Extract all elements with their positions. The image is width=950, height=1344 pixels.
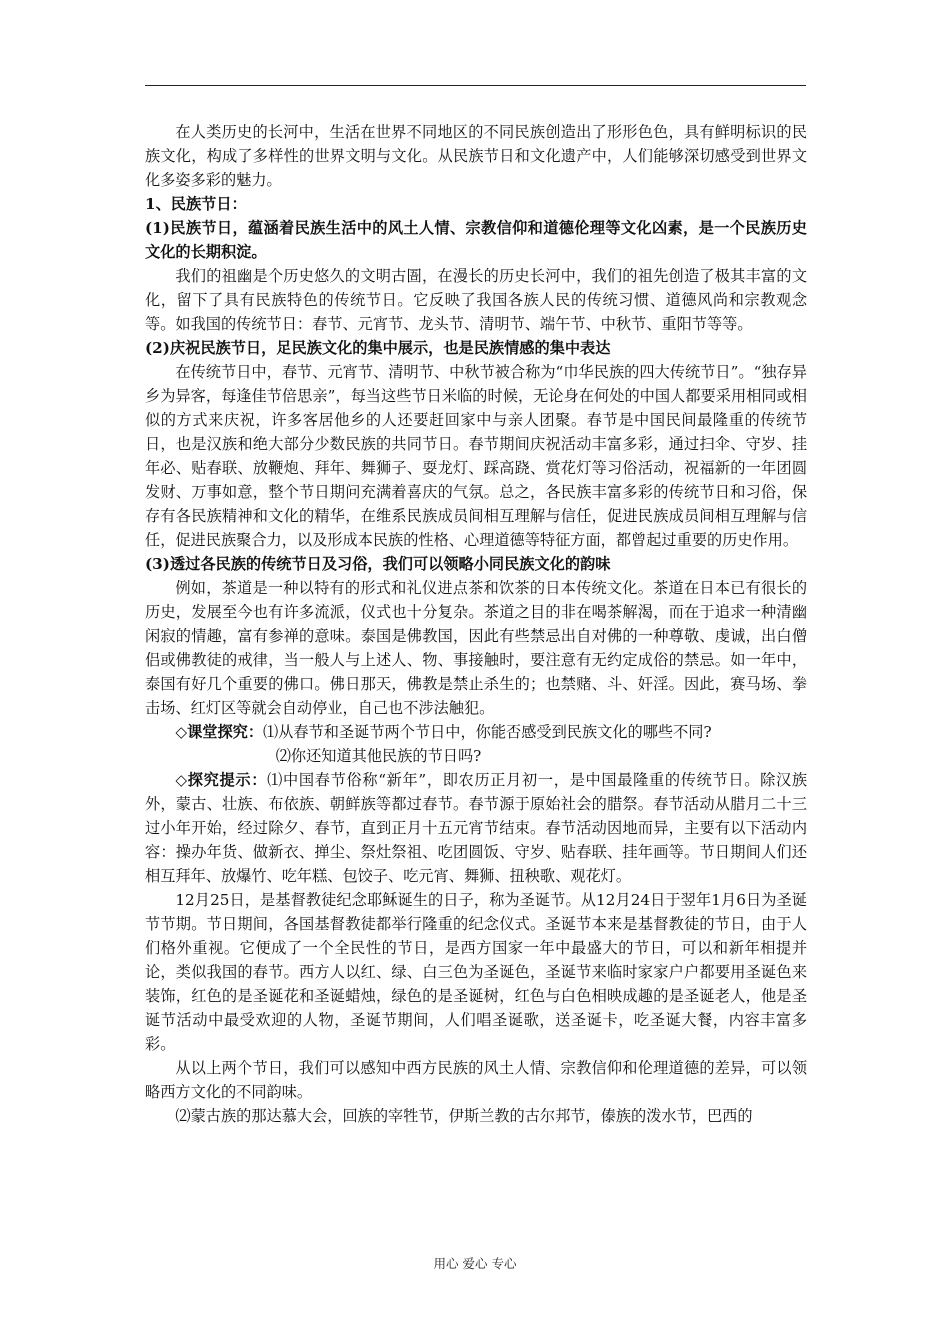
document-body <box>145 120 807 1128</box>
inquiry-question-2: ⑵你还知道其他民族的节日吗? <box>275 747 482 765</box>
inquiry-q1-text: ⑴从春节和圣诞节两个节日中，你能否感受到民族文化的哪些不同? <box>263 723 712 741</box>
point-3-heading: (3)透过各民族的传统节日及习俗，我们可以领略小同民族文化的韵味 <box>145 555 611 573</box>
intro-paragraph: 在人类历史的长河中，生活在世界不同地区的不同民族创造出了形形色色，具有鲜明标识的民族文化，构成了多样性的世界文明与文化。从民族节日和文化遗产中，人们能够深切感受到世界文化多姿多彩的魅力。 <box>145 123 807 189</box>
inquiry-question-1 <box>145 720 807 744</box>
point-2-body: 在传统节日中，春节、元宵节、清明节、中秋节被合称为“巾华民族的四大传统节日”。“独存异乡为异客，每逢佳节倍思亲”，每当这些节日米临的时候，无论身在何处的中国人都要采用相同或相似的方式来庆祝，许多客居他乡的人还要赶回家中与亲人团聚。春节是中国民间最隆重的传统节日，也是汉族和绝大部分少数民族的共同节日。春节期间庆祝活动丰富多彩，通过扫伞、守岁、挂年必、贴春联、放鞭炮、拜年、舞狮子、耍龙灯、踩高跷、赏花灯等习俗活动，祝福新的一年团圆发财、万事如意，整个节日期问充满着喜庆的气氛。总之，各民族丰富多彩的传统节日和习俗，保存有各民族精神和文化的精华，在维系民族成员间相互理解与信任，促进民族成员间相互理解与信任，促进民族聚合力，以及形成本民族的性格、心理道德等特征方面，都曾起过重要的历史作用。 <box>145 363 807 549</box>
page-footer: 用心 爱心 专心 <box>433 1256 517 1271</box>
point-1-heading: (1)民族节日，蕴涵着民族生活中的风土人情、宗教信仰和道德伦理等文化凶素，是一个民族历史文化的长期积淀。 <box>145 219 807 261</box>
hint-paragraph <box>145 768 807 888</box>
hint-label: ◇探究提示： <box>175 771 268 789</box>
conclusion-paragraph: 从以上两个节日，我们可以感知中西方民族的风土人情、宗教信仰和伦理道德的差异，可以领略西方文化的不同韵味。 <box>145 1059 807 1101</box>
hint-body: ⑴中国春节俗称“新年”，即农历正月初一，是中国最隆重的传统节日。除汉族外，蒙古、壮族、布依族、朝鲜族等都过春节。春节源于原始社会的腊祭。春节活动从腊月二十三过小年开始，经过除夕、春节，直到正月十五元宵节结束。春节活动因地而异，主要有以下活动内容：操办年货、做新衣、掸尘、祭灶祭祖、吃团圆饭、守岁、贴春联、挂年画等。节日期间人们还相互拜年、放爆竹、吃年糕、包饺子、吃元宵、舞狮、扭秧歌、观花灯。 <box>145 771 808 885</box>
point-3-body: 例如，茶道是一种以特有的形式和礼仪进点茶和饮茶的日本传统文化。茶道在日本已有很长的历史，发展至今也有许多流派，仪式也十分复杂。茶道之目的非在喝茶解渴，而在于追求一种清幽闲寂的情趣，富有参禅的意味。泰国是佛教国，因此有些禁忌出自对佛的一种尊敬、虔诚，出白僧侣或佛教徒的戒律，当一般人与上述人、物、事接触时，要注意有无约定成俗的禁忌。如一年中，泰国有好几个重要的佛口。佛日那天，佛教是禁止杀生的；也禁赌、斗、奸淫。因此，赛马场、拳击场、红灯区等就会自动停业，自己也不涉法触犯。 <box>145 579 807 717</box>
christmas-paragraph: 12月25日，是基督教徒纪念耶稣诞生的日子，称为圣诞节。从12月24日于翌年1月6日为圣诞节节期。节日期间，各国基督教徒都举行隆重的纪念仪式。圣诞节本来是基督教徒的节日，由于人们格外重视。它便成了一个全民性的节日，是西方国家一年中最盛大的节日，可以和新年相提并论，类似我国的春节。西方人以红、绿、白三色为圣诞色，圣诞节来临时家家户户都要用圣诞色来装饰，红色的是圣诞花和圣诞蜡烛，绿色的是圣诞树，红色与白色相映成趣的是圣诞老人，他是圣诞节活动中最受欢迎的人物，圣诞节期间，人们唱圣诞歌，送圣诞卡，吃圣诞大餐，内容丰富多彩。 <box>145 891 807 1053</box>
point-1-body: 我们的祖幽是个历史悠久的文明古圄，在漫长的历史长河中，我们的祖先创造了极其丰富的文化，留下了具有民族特色的传统节日。它反映了我国各族人民的传统习惯、道德风尚和宗教观念等。如我国的传统节日：春节、元宵节、龙头节、清明节、端午节、中秋节、重阳节等等。 <box>145 267 807 333</box>
inquiry-label: ◇课堂探究： <box>175 723 264 741</box>
point-2-heading: (2)庆祝民族节日，足民族文化的集中展示，也是民族情感的集中表达 <box>145 339 611 357</box>
header-rule <box>145 85 806 86</box>
last-paragraph: ⑵蒙古族的那达慕大会，回族的宰牲节，伊斯兰教的古尔邦节，傣族的泼水节，巴西的 <box>175 1107 753 1125</box>
section-heading: 1、民族节日： <box>145 195 247 213</box>
